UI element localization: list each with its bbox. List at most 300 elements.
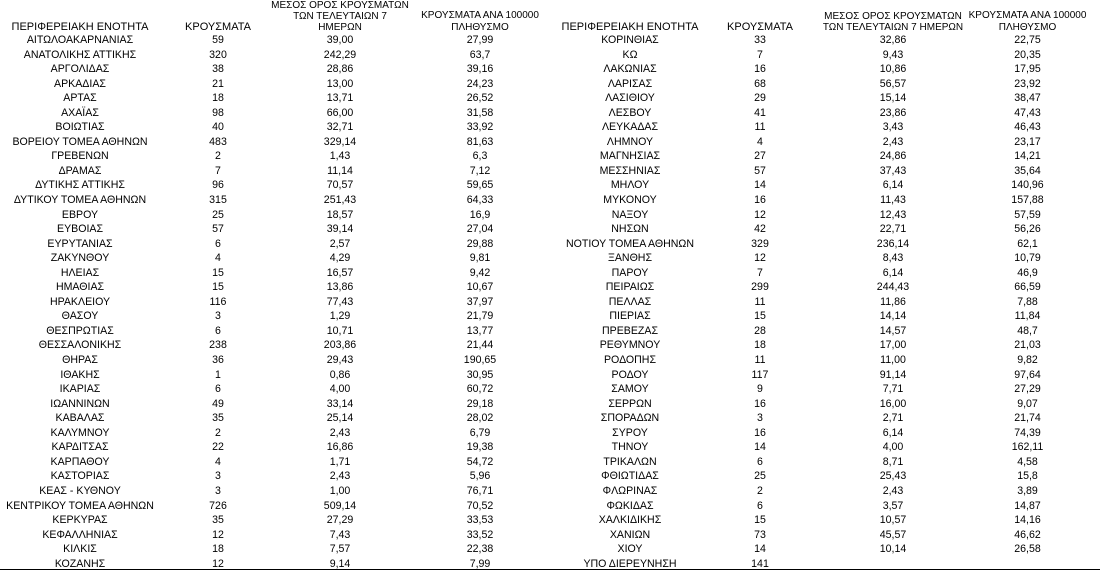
table-row — [0, 469, 550, 484]
table-row — [550, 382, 1100, 397]
avg-7days-cell: 4,00 — [882, 441, 904, 454]
avg-7days-cell: 10,57 — [879, 514, 907, 527]
avg-7days-cell: 15,14 — [879, 92, 907, 105]
table-row — [0, 164, 550, 179]
avg-7days-cell: 11,14 — [327, 164, 353, 177]
per-100000-cell: 66,59 — [1014, 281, 1041, 294]
avg-7days-cell: 6,14 — [882, 266, 904, 279]
avg-7days-cell: 6,14 — [882, 426, 904, 439]
table-row — [0, 397, 550, 412]
avg-7days-cell: 13,71 — [326, 92, 354, 105]
table-row — [0, 324, 550, 339]
cases-cell: 73 — [754, 528, 766, 541]
avg-7days-cell: 7,71 — [882, 383, 904, 396]
avg-7days-cell: 2,43 — [882, 484, 904, 497]
avg-7days-cell: 29,43 — [326, 354, 354, 367]
region-cell: ΑΡΚΑΔΙΑΣ — [54, 77, 106, 90]
table-row — [550, 295, 1100, 310]
cases-cell: 98 — [212, 106, 224, 119]
avg-7days-cell: 45,57 — [879, 528, 907, 541]
region-cell: ΔΥΤΙΚΟΥ ΤΟΜΕΑ ΑΘΗΝΩΝ — [13, 194, 147, 207]
region-cell: ΗΜΑΘΙΑΣ — [55, 281, 105, 294]
per-100000-cell: 7,99 — [469, 557, 491, 570]
region-cell: ΝΑΞΟΥ — [611, 208, 649, 221]
cases-cell: 6 — [215, 324, 221, 337]
region-cell: ΑΡΓΟΛΙΔΑΣ — [50, 63, 110, 76]
per-100000-cell: 21,44 — [466, 339, 494, 352]
table-row — [0, 178, 550, 193]
region-cell: ΣΠΟΡΑΔΩΝ — [600, 412, 660, 425]
table-row — [550, 426, 1100, 441]
avg-7days-cell: 9,14 — [329, 557, 351, 570]
cases-cell: 12 — [212, 557, 224, 570]
avg-7days-cell: 4,29 — [329, 252, 351, 265]
cases-cell: 6 — [215, 383, 221, 396]
cases-cell: 329 — [751, 237, 769, 250]
per-100000-cell: 10,79 — [1014, 252, 1041, 265]
avg-7days-cell: 16,57 — [326, 266, 354, 279]
cases-cell: 38 — [212, 63, 224, 76]
avg-7days-cell: 6,14 — [882, 179, 904, 192]
per-100000-cell: 9,82 — [1017, 354, 1038, 367]
header-region: ΠΕΡΙΦΕΡΕΙΑΚΗ ΕΝΟΤΗΤΑ — [561, 21, 699, 33]
table-row — [0, 440, 550, 455]
avg-7days-cell: 11,00 — [880, 354, 906, 367]
per-100000-cell: 70,52 — [466, 499, 494, 512]
per-100000-cell: 9,07 — [1017, 397, 1038, 410]
per-100000-cell: 14,16 — [1014, 514, 1041, 527]
per-100000-cell: 60,72 — [466, 383, 494, 396]
avg-7days-cell: 8,71 — [882, 455, 904, 468]
table-row — [550, 208, 1100, 223]
avg-7days-cell: 70,57 — [326, 179, 354, 192]
table-row — [550, 237, 1100, 252]
cases-cell: 42 — [754, 223, 766, 236]
cases-cell: 35 — [212, 514, 224, 527]
cases-cell: 483 — [209, 135, 227, 148]
table-row — [550, 324, 1100, 339]
avg-7days-cell: 3,57 — [882, 499, 904, 512]
per-100000-cell: 28,02 — [466, 412, 494, 425]
table-row — [0, 295, 550, 310]
avg-7days-cell: 22,71 — [879, 223, 907, 236]
cases-cell: 41 — [754, 106, 766, 119]
per-100000-cell: 190,65 — [463, 354, 497, 367]
cases-cell: 2 — [215, 150, 221, 163]
region-cell: ΡΕΘΥΜΝΟΥ — [599, 339, 661, 352]
avg-7days-cell: 25,43 — [879, 470, 907, 483]
per-100000-cell: 81,63 — [466, 135, 494, 148]
cases-cell: 36 — [212, 354, 224, 367]
per-100000-cell: 56,26 — [1014, 223, 1041, 236]
region-cell: ΚΑΛΥΜΝΟΥ — [50, 426, 110, 439]
cases-cell: 35 — [212, 412, 224, 425]
avg-7days-cell: 236,14 — [876, 237, 910, 250]
cases-cell: 299 — [751, 281, 769, 294]
per-100000-cell: 24,23 — [466, 77, 494, 90]
avg-7days-cell: 14,14 — [879, 310, 907, 323]
table-row — [550, 440, 1100, 455]
table-header-right — [550, 6, 1100, 33]
per-100000-cell: 26,52 — [466, 92, 494, 105]
region-cell: ΝΗΣΩΝ — [611, 223, 649, 236]
region-cell: ΒΟΡΕΙΟΥ ΤΟΜΕΑ ΑΘΗΝΩΝ — [12, 135, 148, 148]
per-100000-cell: 31,58 — [466, 106, 494, 119]
per-100000-cell: 30,95 — [466, 368, 494, 381]
cases-cell: 9 — [757, 383, 763, 396]
per-100000-cell: 9,42 — [469, 266, 491, 279]
table-row — [0, 237, 550, 252]
per-100000-cell: 29,18 — [466, 397, 494, 410]
cases-cell: 238 — [209, 339, 227, 352]
table-row — [0, 528, 550, 543]
region-cell: ΚΑΒΑΛΑΣ — [55, 412, 105, 425]
cases-cell: 116 — [209, 295, 227, 308]
table-row — [550, 542, 1100, 557]
avg-7days-cell: 509,14 — [323, 499, 357, 512]
header-cases: ΚΡΟΥΣΜΑΤΑ — [185, 21, 251, 33]
table-header-left — [0, 0, 550, 33]
avg-7days-cell: 8,43 — [882, 252, 904, 265]
cases-cell: 68 — [754, 77, 766, 90]
region-cell: ΖΑΚΥΝΘΟΥ — [50, 252, 110, 265]
per-100000-cell: 54,72 — [466, 455, 494, 468]
region-cell: ΒΟΙΩΤΙΑΣ — [55, 121, 105, 134]
avg-7days-cell: 242,29 — [323, 48, 357, 61]
table-row — [550, 368, 1100, 383]
cases-cell: 141 — [751, 557, 769, 570]
region-cell: ΛΑΚΩΝΙΑΣ — [603, 63, 657, 76]
per-100000-cell: 13,77 — [466, 324, 494, 337]
per-100000-cell: 38,47 — [1014, 92, 1041, 105]
table-row — [550, 499, 1100, 514]
avg-7days-cell: 2,57 — [329, 237, 351, 250]
per-100000-cell: 47,43 — [1014, 106, 1041, 119]
avg-7days-cell: 9,43 — [882, 48, 904, 61]
per-100000-cell: 7,88 — [1017, 295, 1038, 308]
per-100000-cell: 29,88 — [466, 237, 494, 250]
cases-cell: 2 — [757, 484, 763, 497]
table-row — [0, 77, 550, 92]
region-cell: ΛΑΡΙΣΑΣ — [607, 77, 653, 90]
cases-cell: 14 — [754, 543, 766, 556]
header-region: ΠΕΡΙΦΕΡΕΙΑΚΗ ΕΝΟΤΗΤΑ — [11, 21, 149, 33]
per-100000-cell: 23,17 — [1014, 135, 1041, 148]
region-cell: ΤΡΙΚΑΛΩΝ — [603, 455, 657, 468]
avg-7days-cell: 17,00 — [879, 339, 907, 352]
region-cell: ΝΟΤΙΟΥ ΤΟΜΕΑ ΑΘΗΝΩΝ — [565, 237, 695, 250]
per-100000-cell: 59,65 — [466, 179, 494, 192]
region-cell: ΚΕΡΚΥΡΑΣ — [52, 514, 108, 527]
region-cell: ΕΥΒΟΙΑΣ — [57, 223, 103, 236]
region-cell: ΘΕΣΣΑΛΟΝΙΚΗΣ — [38, 339, 122, 352]
per-100000-cell: 33,53 — [466, 514, 494, 527]
region-cell: ΗΡΑΚΛΕΙΟΥ — [49, 295, 111, 308]
avg-7days-cell: 11,43 — [880, 194, 906, 207]
avg-7days-cell: 13,00 — [326, 77, 354, 90]
table-row — [0, 48, 550, 63]
table-row — [550, 77, 1100, 92]
table-row — [0, 426, 550, 441]
header-per-100000: ΚΡΟΥΣΜΑΤΑ ΑΝΑ 100000 ΠΛΗΘΥΣΜΟ — [968, 10, 1087, 33]
region-cell: ΓΡΕΒΕΝΩΝ — [51, 150, 109, 163]
avg-7days-cell: 27,29 — [326, 514, 354, 527]
per-100000-cell: 7,12 — [469, 164, 491, 177]
per-100000-cell: 22,75 — [1014, 34, 1041, 46]
per-100000-cell: 35,64 — [1014, 164, 1041, 177]
table-row — [550, 484, 1100, 499]
region-cell: ΕΒΡΟΥ — [61, 208, 99, 221]
cases-cell: 57 — [754, 164, 766, 177]
avg-7days-cell: 0,86 — [329, 368, 351, 381]
region-cell: ΛΕΥΚΑΔΑΣ — [601, 121, 659, 134]
per-100000-cell: 64,33 — [466, 194, 494, 207]
per-100000-cell: 63,7 — [469, 48, 491, 61]
per-100000-cell: 3,89 — [1017, 484, 1038, 497]
avg-7days-cell: 1,00 — [329, 484, 351, 497]
table-row — [0, 484, 550, 499]
avg-7days-cell: 39,00 — [326, 34, 354, 46]
avg-7days-cell: 33,14 — [326, 397, 354, 410]
table-row — [0, 280, 550, 295]
cases-cell: 4 — [757, 135, 763, 148]
cases-cell: 320 — [209, 48, 227, 61]
cases-cell: 18 — [212, 92, 224, 105]
avg-7days-cell: 2,43 — [882, 135, 904, 148]
cases-cell: 1 — [215, 368, 221, 381]
table-row — [550, 120, 1100, 135]
avg-7days-cell: 10,71 — [326, 324, 354, 337]
per-100000-cell: 14,21 — [1014, 150, 1041, 163]
table-row — [0, 251, 550, 266]
per-100000-cell: 46,43 — [1014, 121, 1041, 134]
per-100000-cell: 57,59 — [1014, 208, 1041, 221]
table-row — [550, 397, 1100, 412]
cases-cell: 2 — [215, 426, 221, 439]
table-row — [550, 338, 1100, 353]
cases-cell: 117 — [751, 368, 769, 381]
region-cell: ΠΙΕΡΙΑΣ — [609, 310, 651, 323]
region-cell: ΙΚΑΡΙΑΣ — [59, 383, 101, 396]
cases-cell: 33 — [754, 34, 766, 46]
cases-cell: 7 — [757, 266, 763, 279]
region-cell: ΛΕΣΒΟΥ — [608, 106, 652, 119]
avg-7days-cell: 11,86 — [880, 295, 906, 308]
cases-cell: 6 — [215, 237, 221, 250]
per-100000-cell: 62,1 — [1017, 237, 1038, 250]
per-100000-cell: 39,16 — [466, 63, 494, 76]
table-row — [0, 455, 550, 470]
region-cell: ΘΑΣΟΥ — [61, 310, 99, 323]
per-100000-cell: 48,7 — [1017, 324, 1038, 337]
avg-7days-cell: 1,29 — [329, 310, 351, 323]
avg-7days-cell: 39,14 — [326, 223, 354, 236]
per-100000-cell: 16,9 — [469, 208, 491, 221]
per-100000-cell: 6,3 — [472, 150, 488, 163]
cases-cell: 27 — [754, 150, 766, 163]
table-row — [550, 178, 1100, 193]
region-cell: ΔΡΑΜΑΣ — [58, 164, 102, 177]
cases-cell: 11 — [754, 121, 766, 134]
per-100000-cell: 19,38 — [466, 441, 494, 454]
avg-7days-cell: 1,71 — [329, 455, 351, 468]
per-100000-cell: 21,03 — [1014, 339, 1041, 352]
table-row — [0, 222, 550, 237]
per-100000-cell: 46,9 — [1017, 266, 1038, 279]
table-row — [0, 309, 550, 324]
cases-cell: 96 — [212, 179, 224, 192]
per-100000-cell: 15,8 — [1017, 470, 1038, 483]
per-100000-cell: 33,92 — [466, 121, 494, 134]
table-row — [0, 513, 550, 528]
per-100000-cell: 6,79 — [469, 426, 491, 439]
header-per-100000: ΚΡΟΥΣΜΑΤΑ ΑΝΑ 100000 ΠΛΗΘΥΣΜΟ — [421, 10, 539, 33]
region-cell: ΜΑΓΝΗΣΙΑΣ — [599, 150, 661, 163]
table-row — [0, 338, 550, 353]
table-row — [0, 382, 550, 397]
header-avg-7days: ΜΕΣΟΣ ΟΡΟΣ ΚΡΟΥΣΜΑΤΩΝ ΤΩΝ ΤΕΛΕΥΤΑΙΩΝ 7 ΗΜΕΡΩΝ — [822, 11, 964, 33]
table-row — [0, 106, 550, 121]
region-cell: ΙΩΑΝΝΙΝΩΝ — [50, 397, 110, 410]
cases-cell: 40 — [212, 121, 224, 134]
table-row — [0, 353, 550, 368]
region-cell: ΚΙΛΚΙΣ — [63, 543, 97, 556]
avg-7days-cell: 7,57 — [329, 543, 351, 556]
avg-7days-cell: 203,86 — [323, 339, 357, 352]
region-cell: ΚΩ — [622, 48, 638, 61]
cases-cell: 11 — [754, 295, 766, 308]
cases-cell: 3 — [215, 470, 221, 483]
avg-7days-cell: 14,57 — [879, 324, 907, 337]
table-row — [550, 222, 1100, 237]
cases-cell: 16 — [754, 397, 766, 410]
cases-cell: 21 — [212, 77, 224, 90]
avg-7days-cell: 244,43 — [876, 281, 910, 294]
table-row — [0, 208, 550, 223]
region-cell: ΧΑΛΚΙΔΙΚΗΣ — [598, 514, 662, 527]
table-row — [550, 48, 1100, 63]
region-cell: ΜΗΛΟΥ — [610, 179, 650, 192]
per-100000-cell: 46,62 — [1014, 528, 1041, 541]
table-row — [550, 455, 1100, 470]
table-row — [0, 411, 550, 426]
avg-7days-cell: 24,86 — [879, 150, 907, 163]
table-row — [550, 135, 1100, 150]
cases-cell: 4 — [215, 455, 221, 468]
avg-7days-cell: 4,00 — [329, 383, 351, 396]
cases-cell: 29 — [754, 92, 766, 105]
avg-7days-cell: 12,43 — [879, 208, 907, 221]
per-100000-cell: 97,64 — [1014, 368, 1041, 381]
per-100000-cell: 76,71 — [466, 484, 494, 497]
region-cell: ΑΙΤΩΛΟΑΚΑΡΝΑΝΙΑΣ — [26, 34, 134, 46]
region-cell: ΛΑΣΙΘΙΟΥ — [605, 92, 655, 105]
cases-cell: 6 — [757, 499, 763, 512]
region-cell: ΚΑΡΠΑΘΟΥ — [50, 455, 110, 468]
table-body-left — [0, 33, 550, 571]
region-cell: ΦΛΩΡΙΝΑΣ — [602, 484, 658, 497]
region-cell: ΠΕΛΛΑΣ — [608, 295, 652, 308]
region-cell: ΚΟΖΑΝΗΣ — [54, 557, 106, 570]
table-row — [550, 309, 1100, 324]
cases-cell: 25 — [212, 208, 224, 221]
per-100000-cell: 74,39 — [1014, 426, 1041, 439]
table-row — [550, 266, 1100, 281]
table-row — [550, 106, 1100, 121]
table-row — [0, 135, 550, 150]
table-row — [0, 368, 550, 383]
table-row — [0, 193, 550, 208]
avg-7days-cell: 66,00 — [326, 106, 354, 119]
per-100000-cell: 26,58 — [1014, 543, 1041, 556]
per-100000-cell: 23,92 — [1014, 77, 1041, 90]
per-100000-cell: 4,58 — [1017, 455, 1038, 468]
per-100000-cell: 27,29 — [1014, 383, 1041, 396]
cases-cell: 6 — [757, 455, 763, 468]
table-row — [550, 91, 1100, 106]
cases-cell: 7 — [215, 164, 221, 177]
region-cell: ΞΑΝΘΗΣ — [607, 252, 653, 265]
table-row — [0, 149, 550, 164]
region-cell: ΕΥΡΥΤΑΝΙΑΣ — [47, 237, 113, 250]
region-cell: ΣΥΡΟΥ — [612, 426, 648, 439]
cases-cell: 3 — [757, 412, 763, 425]
cases-cell: 49 — [212, 397, 224, 410]
table-row — [550, 469, 1100, 484]
avg-7days-cell: 16,00 — [879, 397, 907, 410]
region-cell: ΡΟΔΟΠΗΣ — [603, 354, 657, 367]
table-row — [0, 62, 550, 77]
per-100000-cell: 20,35 — [1014, 48, 1041, 61]
table-row — [0, 91, 550, 106]
per-100000-cell: 157,88 — [1011, 194, 1044, 207]
region-cell: ΚΕΑΣ - ΚΥΘΝΟΥ — [39, 484, 121, 497]
cases-cell: 16 — [754, 426, 766, 439]
avg-7days-cell: 16,86 — [326, 441, 354, 454]
region-cell: ΦΩΚΙΔΑΣ — [606, 499, 654, 512]
table-row — [550, 149, 1100, 164]
cases-cell: 18 — [212, 543, 224, 556]
cases-cell: 12 — [212, 528, 224, 541]
region-cell: ΙΘΑΚΗΣ — [60, 368, 100, 381]
avg-7days-cell: 37,43 — [879, 164, 907, 177]
avg-7days-cell: 329,14 — [323, 135, 357, 148]
avg-7days-cell: 1,43 — [329, 150, 351, 163]
region-cell: ΠΑΡΟΥ — [611, 266, 649, 279]
per-100000-cell: 10,67 — [466, 281, 494, 294]
table-row — [550, 251, 1100, 266]
table-row — [550, 193, 1100, 208]
per-100000-cell: 17,95 — [1014, 63, 1041, 76]
table-row — [0, 33, 550, 48]
avg-7days-cell: 2,71 — [882, 412, 904, 425]
cases-cell: 15 — [754, 514, 766, 527]
per-100000-cell: 37,97 — [466, 295, 494, 308]
region-cell: ΚΑΡΔΙΤΣΑΣ — [51, 441, 109, 454]
cases-cell: 15 — [212, 281, 224, 294]
per-100000-cell: 33,52 — [466, 528, 494, 541]
region-cell: ΤΗΝΟΥ — [611, 441, 649, 454]
per-100000-cell: 27,99 — [466, 34, 494, 46]
avg-7days-cell: 28,86 — [326, 63, 354, 76]
region-cell: ΦΘΙΩΤΙΔΑΣ — [601, 470, 659, 483]
table-row — [550, 513, 1100, 528]
per-100000-cell: 21,74 — [1014, 412, 1041, 425]
table-row — [0, 120, 550, 135]
region-cell: ΛΗΜΝΟΥ — [606, 135, 654, 148]
table-row — [550, 164, 1100, 179]
table-row — [550, 62, 1100, 77]
